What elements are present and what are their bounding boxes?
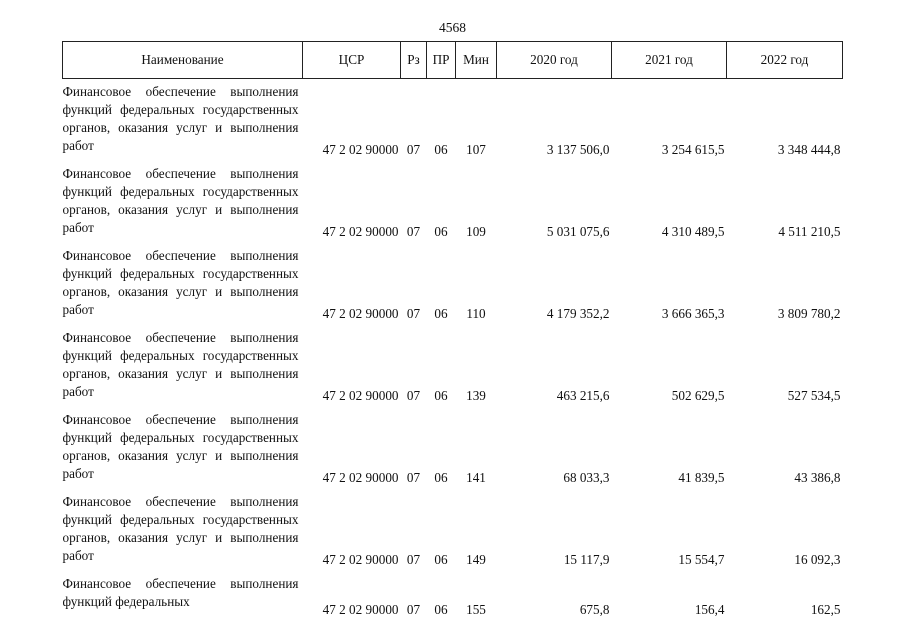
amount-2022: 162,5 <box>810 602 841 617</box>
csr-value: 47 2 02 90000 <box>322 224 399 239</box>
row-name: Финансовое обеспечение выполнения функций федеральных государственных органов, оказания услуг и выполнения работ <box>62 412 299 481</box>
amount-2020-cell <box>497 161 612 243</box>
amount-2021: 3 254 615,5 <box>661 142 725 157</box>
rz-cell <box>401 243 427 325</box>
row-name: Финансовое обеспечение выполнения функций федеральных государственных органов, оказания услуг и выполнения работ <box>62 330 299 399</box>
min-value: 155 <box>466 602 486 617</box>
amount-2021: 15 554,7 <box>678 552 725 567</box>
amount-2022: 43 386,8 <box>794 470 841 485</box>
amount-2021: 4 310 489,5 <box>661 224 725 239</box>
amount-2021-cell <box>612 571 727 621</box>
column-header-csr: ЦСР <box>303 42 401 79</box>
row-name: Финансовое обеспечение выполнения функций федеральных <box>62 576 299 609</box>
csr-cell <box>303 79 401 162</box>
min-cell <box>456 243 497 325</box>
column-header-name: Наименование <box>63 42 303 79</box>
column-header-2021: 2021 год <box>612 42 727 79</box>
amount-2022-cell <box>727 79 843 162</box>
budget-table <box>62 41 843 621</box>
amount-2022-cell <box>727 161 843 243</box>
min-cell <box>456 407 497 489</box>
csr-cell <box>303 243 401 325</box>
amount-2021: 41 839,5 <box>678 470 725 485</box>
csr-cell <box>303 489 401 571</box>
pr-value: 06 <box>434 306 448 321</box>
amount-2021-cell <box>612 325 727 407</box>
pr-cell <box>427 489 456 571</box>
amount-2021-cell <box>612 489 727 571</box>
row-name-cell <box>63 243 303 325</box>
csr-cell <box>303 161 401 243</box>
min-value: 107 <box>466 142 486 157</box>
pr-cell <box>427 243 456 325</box>
amount-2022-cell <box>727 407 843 489</box>
rz-value: 07 <box>406 602 421 617</box>
amount-2020-cell <box>497 489 612 571</box>
column-header-min: Мин <box>456 42 497 79</box>
amount-2020: 463 215,6 <box>556 388 610 403</box>
min-value: 149 <box>466 552 486 567</box>
amount-2022: 16 092,3 <box>794 552 841 567</box>
rz-value: 07 <box>406 306 421 321</box>
min-value: 109 <box>466 224 486 239</box>
amount-2022-cell <box>727 571 843 621</box>
csr-value: 47 2 02 90000 <box>322 602 399 617</box>
column-header-pr: ПР <box>427 42 456 79</box>
table-row <box>63 161 843 243</box>
amount-2021: 156,4 <box>694 602 725 617</box>
amount-2020-cell <box>497 79 612 162</box>
rz-cell <box>401 407 427 489</box>
table-header-row <box>63 42 843 79</box>
csr-value: 47 2 02 90000 <box>322 470 399 485</box>
pr-cell <box>427 325 456 407</box>
pr-value: 06 <box>434 142 448 157</box>
pr-cell <box>427 571 456 621</box>
amount-2021: 502 629,5 <box>671 388 725 403</box>
amount-2020: 68 033,3 <box>563 470 610 485</box>
amount-2022: 3 348 444,8 <box>777 142 841 157</box>
amount-2020: 15 117,9 <box>563 552 610 567</box>
column-header-2020: 2020 год <box>497 42 612 79</box>
row-name-cell <box>63 161 303 243</box>
min-cell <box>456 325 497 407</box>
row-name: Финансовое обеспечение выполнения функций федеральных государственных органов, оказания услуг и выполнения работ <box>62 494 299 563</box>
rz-cell <box>401 161 427 243</box>
csr-value: 47 2 02 90000 <box>322 306 399 321</box>
amount-2020: 3 137 506,0 <box>546 142 610 157</box>
amount-2021-cell <box>612 243 727 325</box>
amount-2021-cell <box>612 79 727 162</box>
table-row <box>63 79 843 162</box>
rz-value: 07 <box>406 142 421 157</box>
row-name: Финансовое обеспечение выполнения функций федеральных государственных органов, оказания услуг и выполнения работ <box>62 166 299 235</box>
amount-2022-cell <box>727 243 843 325</box>
amount-2020-cell <box>497 325 612 407</box>
row-name-cell <box>63 407 303 489</box>
rz-cell <box>401 489 427 571</box>
amount-2020: 4 179 352,2 <box>546 306 610 321</box>
csr-value: 47 2 02 90000 <box>322 388 399 403</box>
rz-cell <box>401 325 427 407</box>
amount-2020-cell <box>497 243 612 325</box>
table-row <box>63 571 843 621</box>
table-row <box>63 325 843 407</box>
amount-2020: 5 031 075,6 <box>546 224 610 239</box>
amount-2022-cell <box>727 489 843 571</box>
csr-value: 47 2 02 90000 <box>322 552 399 567</box>
rz-value: 07 <box>406 224 421 239</box>
row-name: Финансовое обеспечение выполнения функций федеральных государственных органов, оказания услуг и выполнения работ <box>62 248 299 317</box>
csr-cell <box>303 571 401 621</box>
pr-value: 06 <box>434 224 448 239</box>
row-name-cell <box>63 325 303 407</box>
amount-2022-cell <box>727 325 843 407</box>
pr-value: 06 <box>434 602 448 617</box>
rz-cell <box>401 571 427 621</box>
amount-2021-cell <box>612 161 727 243</box>
amount-2020-cell <box>497 407 612 489</box>
pr-cell <box>427 407 456 489</box>
min-cell <box>456 161 497 243</box>
min-value: 141 <box>466 470 486 485</box>
row-name-cell <box>63 489 303 571</box>
pr-value: 06 <box>434 470 448 485</box>
rz-value: 07 <box>406 470 421 485</box>
row-name: Финансовое обеспечение выполнения функций федеральных государственных органов, оказания услуг и выполнения работ <box>62 84 299 153</box>
row-name-cell <box>63 571 303 621</box>
pr-cell <box>427 79 456 162</box>
row-name-cell <box>63 79 303 162</box>
rz-value: 07 <box>406 552 421 567</box>
csr-cell <box>303 407 401 489</box>
amount-2021: 3 666 365,3 <box>661 306 725 321</box>
rz-value: 07 <box>406 388 421 403</box>
csr-value: 47 2 02 90000 <box>322 142 399 157</box>
min-cell <box>456 571 497 621</box>
min-value: 110 <box>466 306 486 321</box>
amount-2020-cell <box>497 571 612 621</box>
table-row <box>63 407 843 489</box>
column-header-rz: Рз <box>401 42 427 79</box>
column-header-2022: 2022 год <box>727 42 843 79</box>
min-value: 139 <box>466 388 486 403</box>
rz-cell <box>401 79 427 162</box>
amount-2022: 3 809 780,2 <box>777 306 841 321</box>
amount-2022: 4 511 210,5 <box>778 224 841 239</box>
csr-cell <box>303 325 401 407</box>
amount-2022: 527 534,5 <box>787 388 841 403</box>
min-cell <box>456 489 497 571</box>
table-row <box>63 243 843 325</box>
page-number: 4568 <box>439 20 466 35</box>
min-cell <box>456 79 497 162</box>
amount-2021-cell <box>612 407 727 489</box>
amount-2020: 675,8 <box>579 602 610 617</box>
pr-cell <box>427 161 456 243</box>
table-row <box>63 489 843 571</box>
pr-value: 06 <box>434 388 448 403</box>
pr-value: 06 <box>434 552 448 567</box>
